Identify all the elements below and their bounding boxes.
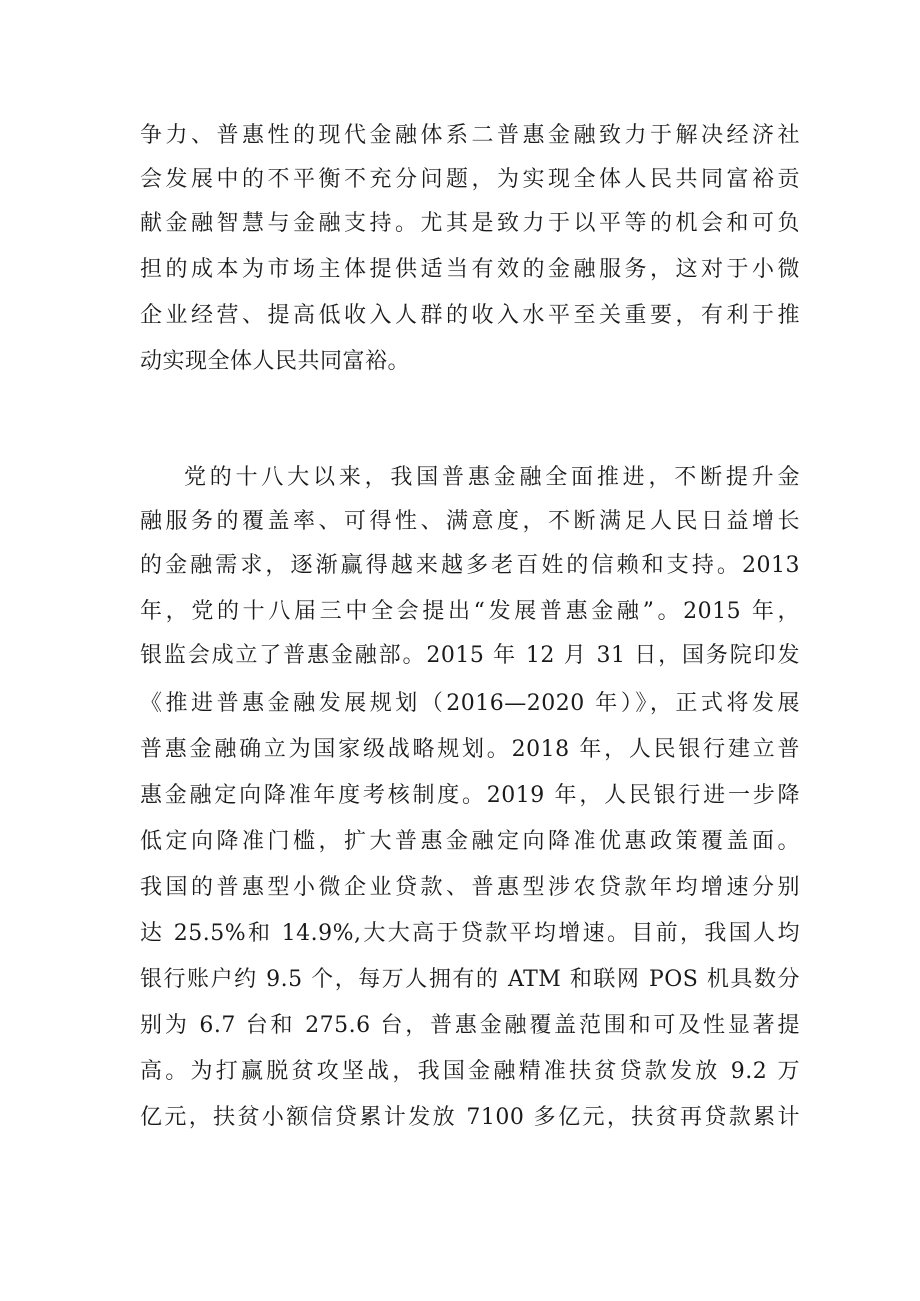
text-line: 党的十八大以来，我国普惠金融全面推进，不断提升金 (184, 465, 800, 490)
text-line: 献金融智慧与金融支持。尤其是致力于以平等的机会和可负 (140, 211, 800, 236)
text-line: 企业经营、提高低收入人群的收入水平至关重要，有利于推 (140, 303, 800, 328)
text-line: 达 25.5%和 14.9%,大大高于贷款平均增速。目前，我国人均 (140, 921, 800, 946)
text-line: 争力、普惠性的现代金融体系二普惠金融致力于解决经济社 (140, 123, 800, 148)
text-line: 亿元，扶贫小额信贷累计发放 7100 多亿元，扶贫再贷款累计 (140, 1105, 800, 1130)
text-line: 年，党的十八届三中全会提出“发展普惠金融”。2015 年， (140, 599, 800, 624)
text-line: 普惠金融确立为国家级战略规划。2018 年，人民银行建立普 (140, 737, 800, 762)
text-line: 别为 6.7 台和 275.6 台，普惠金融覆盖范围和可及性显著提 (140, 1013, 800, 1038)
text-line: 银监会成立了普惠金融部。2015 年 12 月 31 日，国务院印发 (140, 643, 800, 668)
text-line: 会发展中的不平衡不充分问题，为实现全体人民共同富裕贡 (140, 167, 800, 192)
text-line: 《推进普惠金融发展规划（2016—2020 年）》，正式将发展 (140, 691, 800, 716)
text-line: 的金融需求，逐渐赢得越来越多老百姓的信赖和支持。2013 (140, 553, 800, 578)
text-line: 动实现全体人民共同富裕。 (140, 349, 411, 374)
text-line: 我国的普惠型小微企业贷款、普惠型涉农贷款年均增速分别 (140, 875, 800, 900)
text-line: 担的成本为市场主体提供适当有效的金融服务，这对于小微 (140, 257, 800, 282)
text-line: 惠金融定向降准年度考核制度。2019 年，人民银行进一步降 (140, 783, 800, 808)
text-line: 低定向降准门槛，扩大普惠金融定向降准优惠政策覆盖面。 (140, 829, 800, 854)
text-line: 融服务的覆盖率、可得性、满意度，不断满足人民日益增长 (140, 509, 800, 534)
text-line: 高。为打赢脱贫攻坚战，我国金融精准扶贫贷款发放 9.2 万 (140, 1059, 800, 1084)
text-line: 银行账户约 9.5 个，每万人拥有的 ATM 和联网 POS 机具数分 (140, 967, 800, 992)
